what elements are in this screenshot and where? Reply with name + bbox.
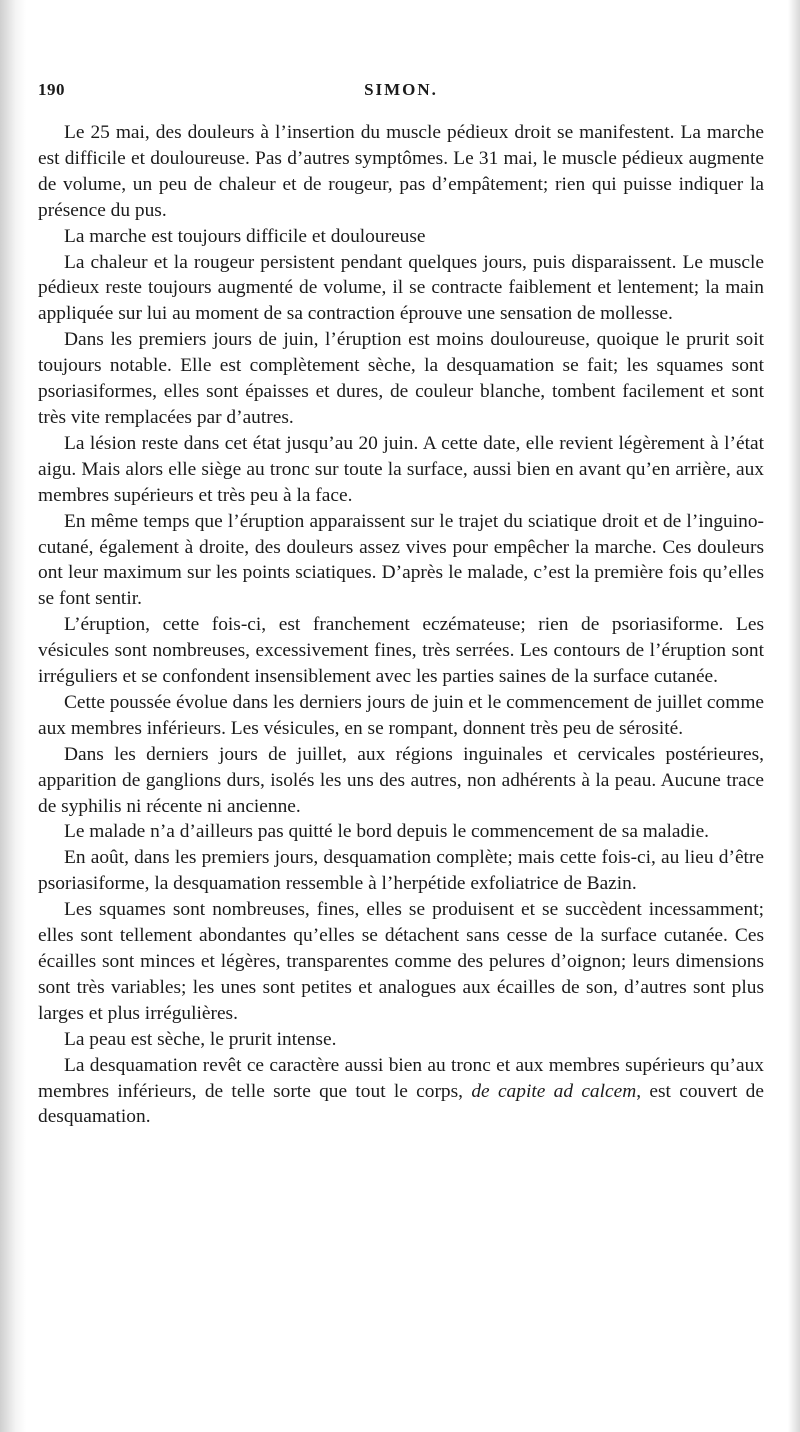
- paragraph: L’éruption, cette fois-ci, est franchement eczémateuse; rien de psoriasiforme. Les vésicules sont nombreuses, excessivement fines, très serrées. Les contours de l’éruption sont irréguliers et se confondent insensiblement avec les parties saines de la surface cutanée.: [38, 614, 764, 688]
- last-paragraph-text: La desquamation revêt ce caractère aussi bien au tronc et aux membres supérieurs qu’aux membres inférieurs, de telle sorte que tout le corps,: [38, 1054, 764, 1102]
- paragraph: Le malade n’a d’ailleurs pas quitté le bord depuis le commencement de sa maladie.: [64, 821, 710, 843]
- latin-phrase: de capite ad calcem: [471, 1080, 637, 1102]
- paragraph: Dans les premiers jours de juin, l’éruption est moins douloureuse, quoique le prurit soit toujours notable. Elle est complètement sèche, la desquamation se fait; les squames sont psoriasiformes, elles sont épaisses et dures, de couleur blanche, tombent facilement et sont très vite remplacées par d’autres.: [38, 329, 764, 428]
- running-head: [38, 80, 764, 106]
- paragraph: En août, dans les premiers jours, desquamation complète; mais cette fois-ci, au lieu d’être psoriasiforme, la desquamation ressemble à l’herpétide exfoliatrice de Bazin.: [38, 847, 764, 895]
- last-paragraph-tail: , est couvert de desquamation.: [38, 1080, 764, 1128]
- page-edge-shadow-right: [788, 0, 800, 1432]
- paragraph-last: [38, 1053, 764, 1131]
- page-number: 190: [38, 80, 65, 99]
- running-title: SIMON.: [364, 80, 438, 99]
- body-text: [38, 120, 764, 1130]
- paragraph: Cette poussée évolue dans les derniers jours de juin et le commencement de juillet comme aux membres inférieurs. Les vésicules, en se rompant, donnent très peu de sérosité.: [38, 691, 765, 739]
- page-edge-shadow-left: [0, 0, 26, 1432]
- book-page: [38, 80, 764, 1130]
- paragraph: La lésion reste dans cet état jusqu’au 20 juin. A cette date, elle revient légèrement à l’état aigu. Mais alors elle siège au tronc sur toute la surface, aussi bien en avant qu’en arrière, aux membres supérieurs et très peu à la face.: [38, 432, 764, 506]
- paragraph: La marche est toujours difficile et douloureuse: [64, 225, 426, 247]
- paragraph: La peau est sèche, le prurit intense.: [64, 1028, 337, 1050]
- paragraph: Le 25 mai, des douleurs à l’insertion du muscle pédieux droit se manifestent. La marche est difficile et douloureuse. Pas d’autres symptômes. Le 31 mai, le muscle pédieux augmente de volume, un peu de chaleur et de rougeur, pas d’empâtement; rien qui puisse indiquer la présence du pus.: [38, 122, 764, 221]
- paragraph: Les squames sont nombreuses, fines, elles se produisent et se succèdent incessamment; elles sont tellement abondantes qu’elles se détachent sans cesse de la surface cutanée. Ces écailles sont minces et légères, transparentes comme des pelures d’oignon; leurs dimensions sont très variables; les unes sont petites et analogues aux écailles de son, d’autres sont plus larges et plus irrégulières.: [38, 899, 764, 1024]
- paragraph: La chaleur et la rougeur persistent pendant quelques jours, puis disparaissent. Le muscle pédieux reste toujours augmenté de volume, il se contracte faiblement et lentement; la main appliquée sur lui au moment de sa contraction éprouve une sensation de mollesse.: [38, 251, 764, 325]
- paragraph: En même temps que l’éruption apparaissent sur le trajet du sciatique droit et de l’inguino-cutané, également à droite, des douleurs assez vives pour empêcher la marche. Ces douleurs ont leur maximum sur les points sciatiques. D’après le malade, c’est la première fois qu’elles se font sentir.: [38, 510, 764, 610]
- paragraph: Dans les derniers jours de juillet, aux régions inguinales et cervicales postérieures, apparition de ganglions durs, isolés les uns des autres, non adhérents à la peau. Aucune trace de syphilis ni récente ni ancienne.: [38, 743, 764, 817]
